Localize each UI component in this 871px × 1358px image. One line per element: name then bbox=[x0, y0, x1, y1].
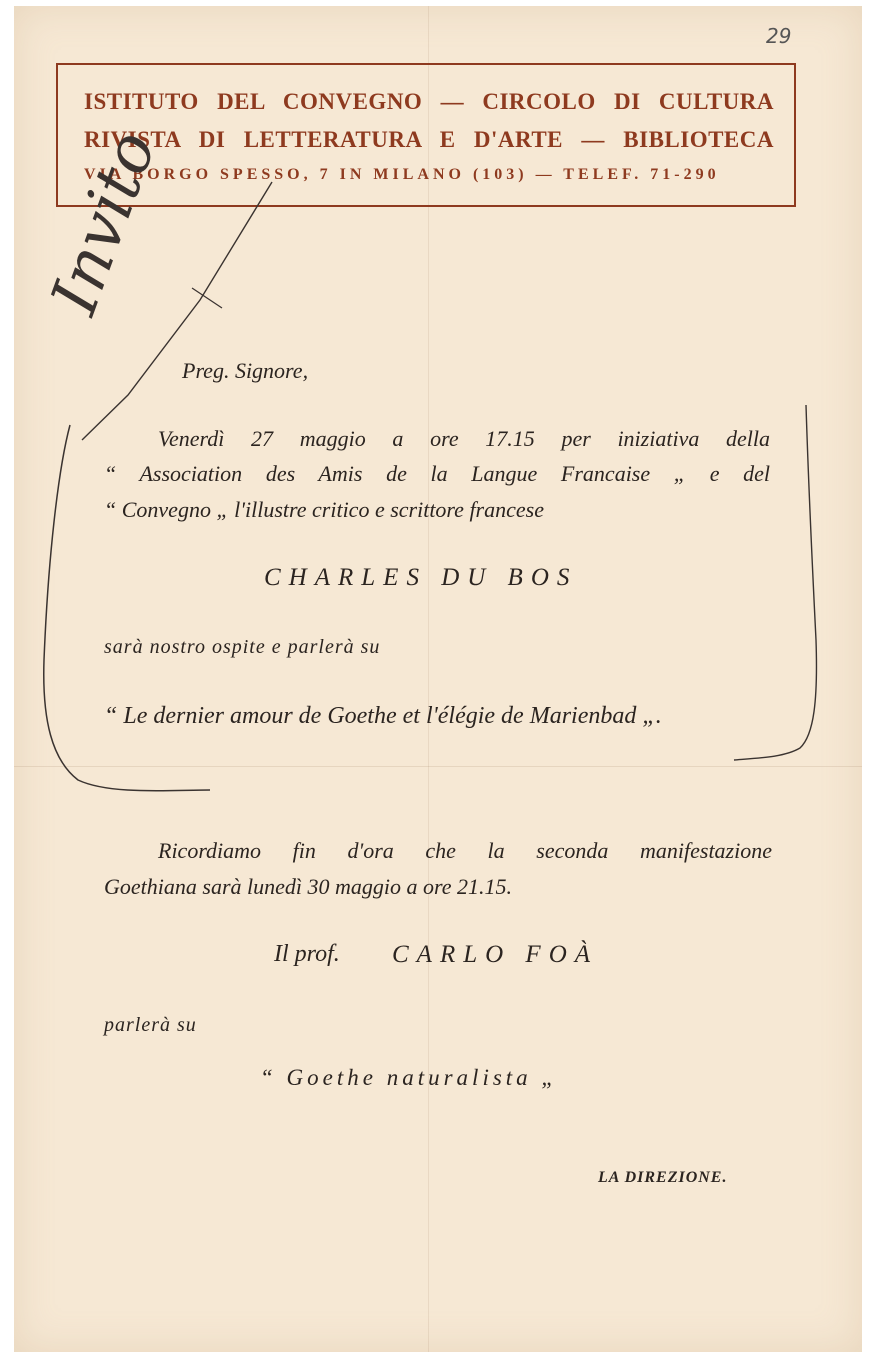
paragraph-1-line-2: “ Association des Amis de la Langue Francaise „ e del bbox=[104, 461, 770, 486]
paragraph-2-line-1: Ricordiamo fin d'ora che la seconda manifestazione bbox=[158, 838, 772, 863]
speaker-1-name: CHARLES DU BOS bbox=[264, 564, 578, 591]
paragraph-1-line-3: “ Convegno „ l'illustre critico e scrittore francese bbox=[104, 497, 544, 522]
signature: LA DIREZIONE. bbox=[598, 1169, 728, 1186]
speaker-1-intro: sarà nostro ospite e parlerà su bbox=[104, 636, 381, 658]
letterhead-line-2: RIVISTA DI LETTERATURA E D'ARTE — BIBLIOTECA bbox=[84, 127, 774, 152]
talk-2-title: “ Goethe naturalista „ bbox=[260, 1065, 559, 1090]
pencil-bracket-left bbox=[44, 425, 210, 791]
handwritten-note bbox=[37, 122, 171, 324]
handwritten-note-text: Invito bbox=[37, 122, 172, 324]
talk-1-title: “ Le dernier amour de Goethe et l'élégie de Marienbad „. bbox=[104, 703, 662, 729]
paragraph-2-line-2: Goethiana sarà lunedì 30 maggio a ore 21.15. bbox=[104, 874, 512, 899]
pencil-bracket-right bbox=[734, 405, 816, 760]
speaker-2-name: CARLO FOÀ bbox=[392, 941, 599, 968]
speaker-2-intro: parlerà su bbox=[104, 1014, 197, 1036]
letterhead-address: VIA BORGO SPESSO, 7 IN MILANO (103) — TELEF. 71-290 bbox=[84, 166, 720, 183]
paragraph-1-line-1: Venerdì 27 maggio a ore 17.15 per iniziativa della bbox=[158, 426, 770, 451]
letterhead-line-1: ISTITUTO DEL CONVEGNO — CIRCOLO DI CULTURA bbox=[84, 89, 774, 114]
speaker-2-prefix: Il prof. bbox=[274, 941, 340, 967]
salutation: Preg. Signore, bbox=[182, 358, 309, 383]
archive-number: 29 bbox=[766, 24, 792, 48]
